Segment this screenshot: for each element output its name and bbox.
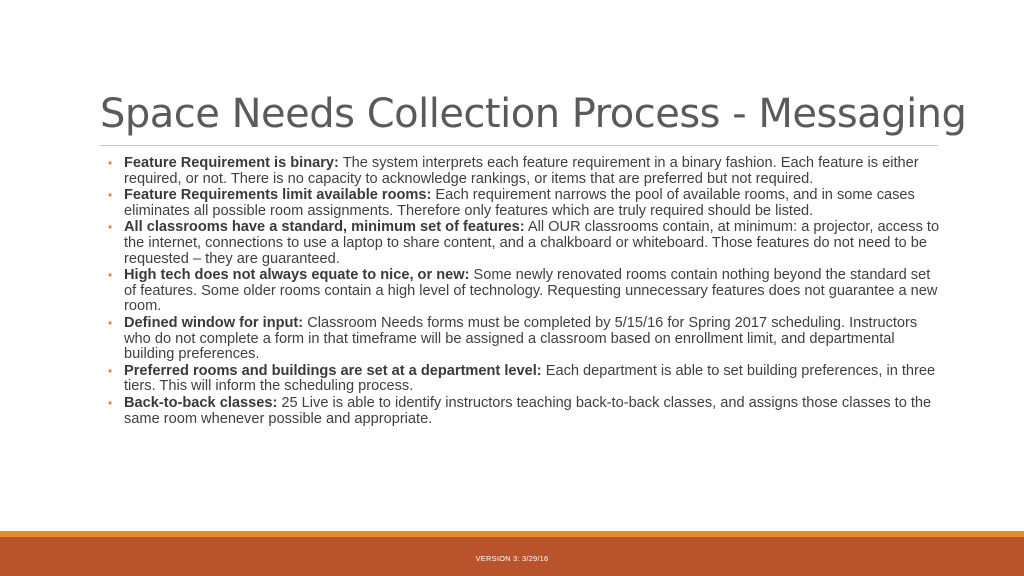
bullet-item (108, 268, 940, 315)
bullet-text: The system interprets each feature requirement in a binary fashion. Each feature is either required, or not. There is no capacity to acknowledge rankings, or items that are preferred but not required. (124, 155, 919, 187)
bullet-list (108, 156, 940, 428)
bullet-dot-icon: • (108, 220, 113, 235)
bullet-text: 25 Live is able to identify instructors teaching back-to-back classes, and assigns those classes to the same room whenever possible and appropriate. (124, 394, 932, 427)
bullet-text: Each department is able to set building preferences, in three tiers. This will inform the scheduling process. (124, 362, 936, 395)
bullet-heading: All classrooms have a standard, minimum set of features: (124, 219, 525, 236)
bullet-text: Classroom Needs forms must be completed by 5/15/16 for Spring 2017 scheduling. Instructors who do not complete a form in that timeframe will be assigned a classroom based on enrollment limit, and departmental building preferences. (124, 314, 918, 363)
bullet-dot-icon: • (108, 395, 113, 410)
bullet-heading: Feature Requirements limit available rooms: (124, 187, 432, 204)
bullet-heading: Feature Requirement is binary: (124, 155, 339, 171)
bullet-dot-icon: • (108, 315, 113, 330)
bullet-item (108, 396, 940, 427)
bullet-item (108, 156, 940, 187)
bullet-dot-icon: • (108, 156, 113, 170)
bullet-dot-icon: • (108, 363, 113, 378)
bullet-heading: High tech does not always equate to nice, or new: (124, 267, 470, 284)
bullet-text: All OUR classrooms contain, at minimum: a projector, access to the internet, connections to use a laptop to share content, and a chalkboard or whiteboard. Those features do not need to be requested – they are guaranteed. (124, 219, 940, 267)
footer-version-text: VERSION 3: 3/29/16 (475, 554, 549, 563)
bullet-heading: Preferred rooms and buildings are set at a department level: (124, 362, 542, 379)
bullet-text: Each requirement narrows the pool of available rooms, and in some cases eliminates all possible room assignments. Therefore only features which are truly required should be listed. (124, 187, 915, 219)
title-divider (100, 145, 938, 146)
bullet-heading: Back-to-back classes: (124, 394, 278, 411)
bullet-dot-icon: • (108, 268, 113, 283)
bullet-item (108, 316, 940, 363)
bullet-item (108, 220, 940, 267)
slide-title: Space Needs Collection Process - Messaging (100, 91, 967, 137)
bullet-text: Some newly renovated rooms contain nothing beyond the standard set of features. Some older rooms contain a high level of technology. Requesting unnecessary features does not guarantee a new room. (124, 267, 938, 315)
bullet-heading: Defined window for input: (124, 314, 304, 331)
bullet-item (108, 364, 940, 395)
bullet-dot-icon: • (108, 188, 113, 203)
bullet-item (108, 188, 940, 219)
